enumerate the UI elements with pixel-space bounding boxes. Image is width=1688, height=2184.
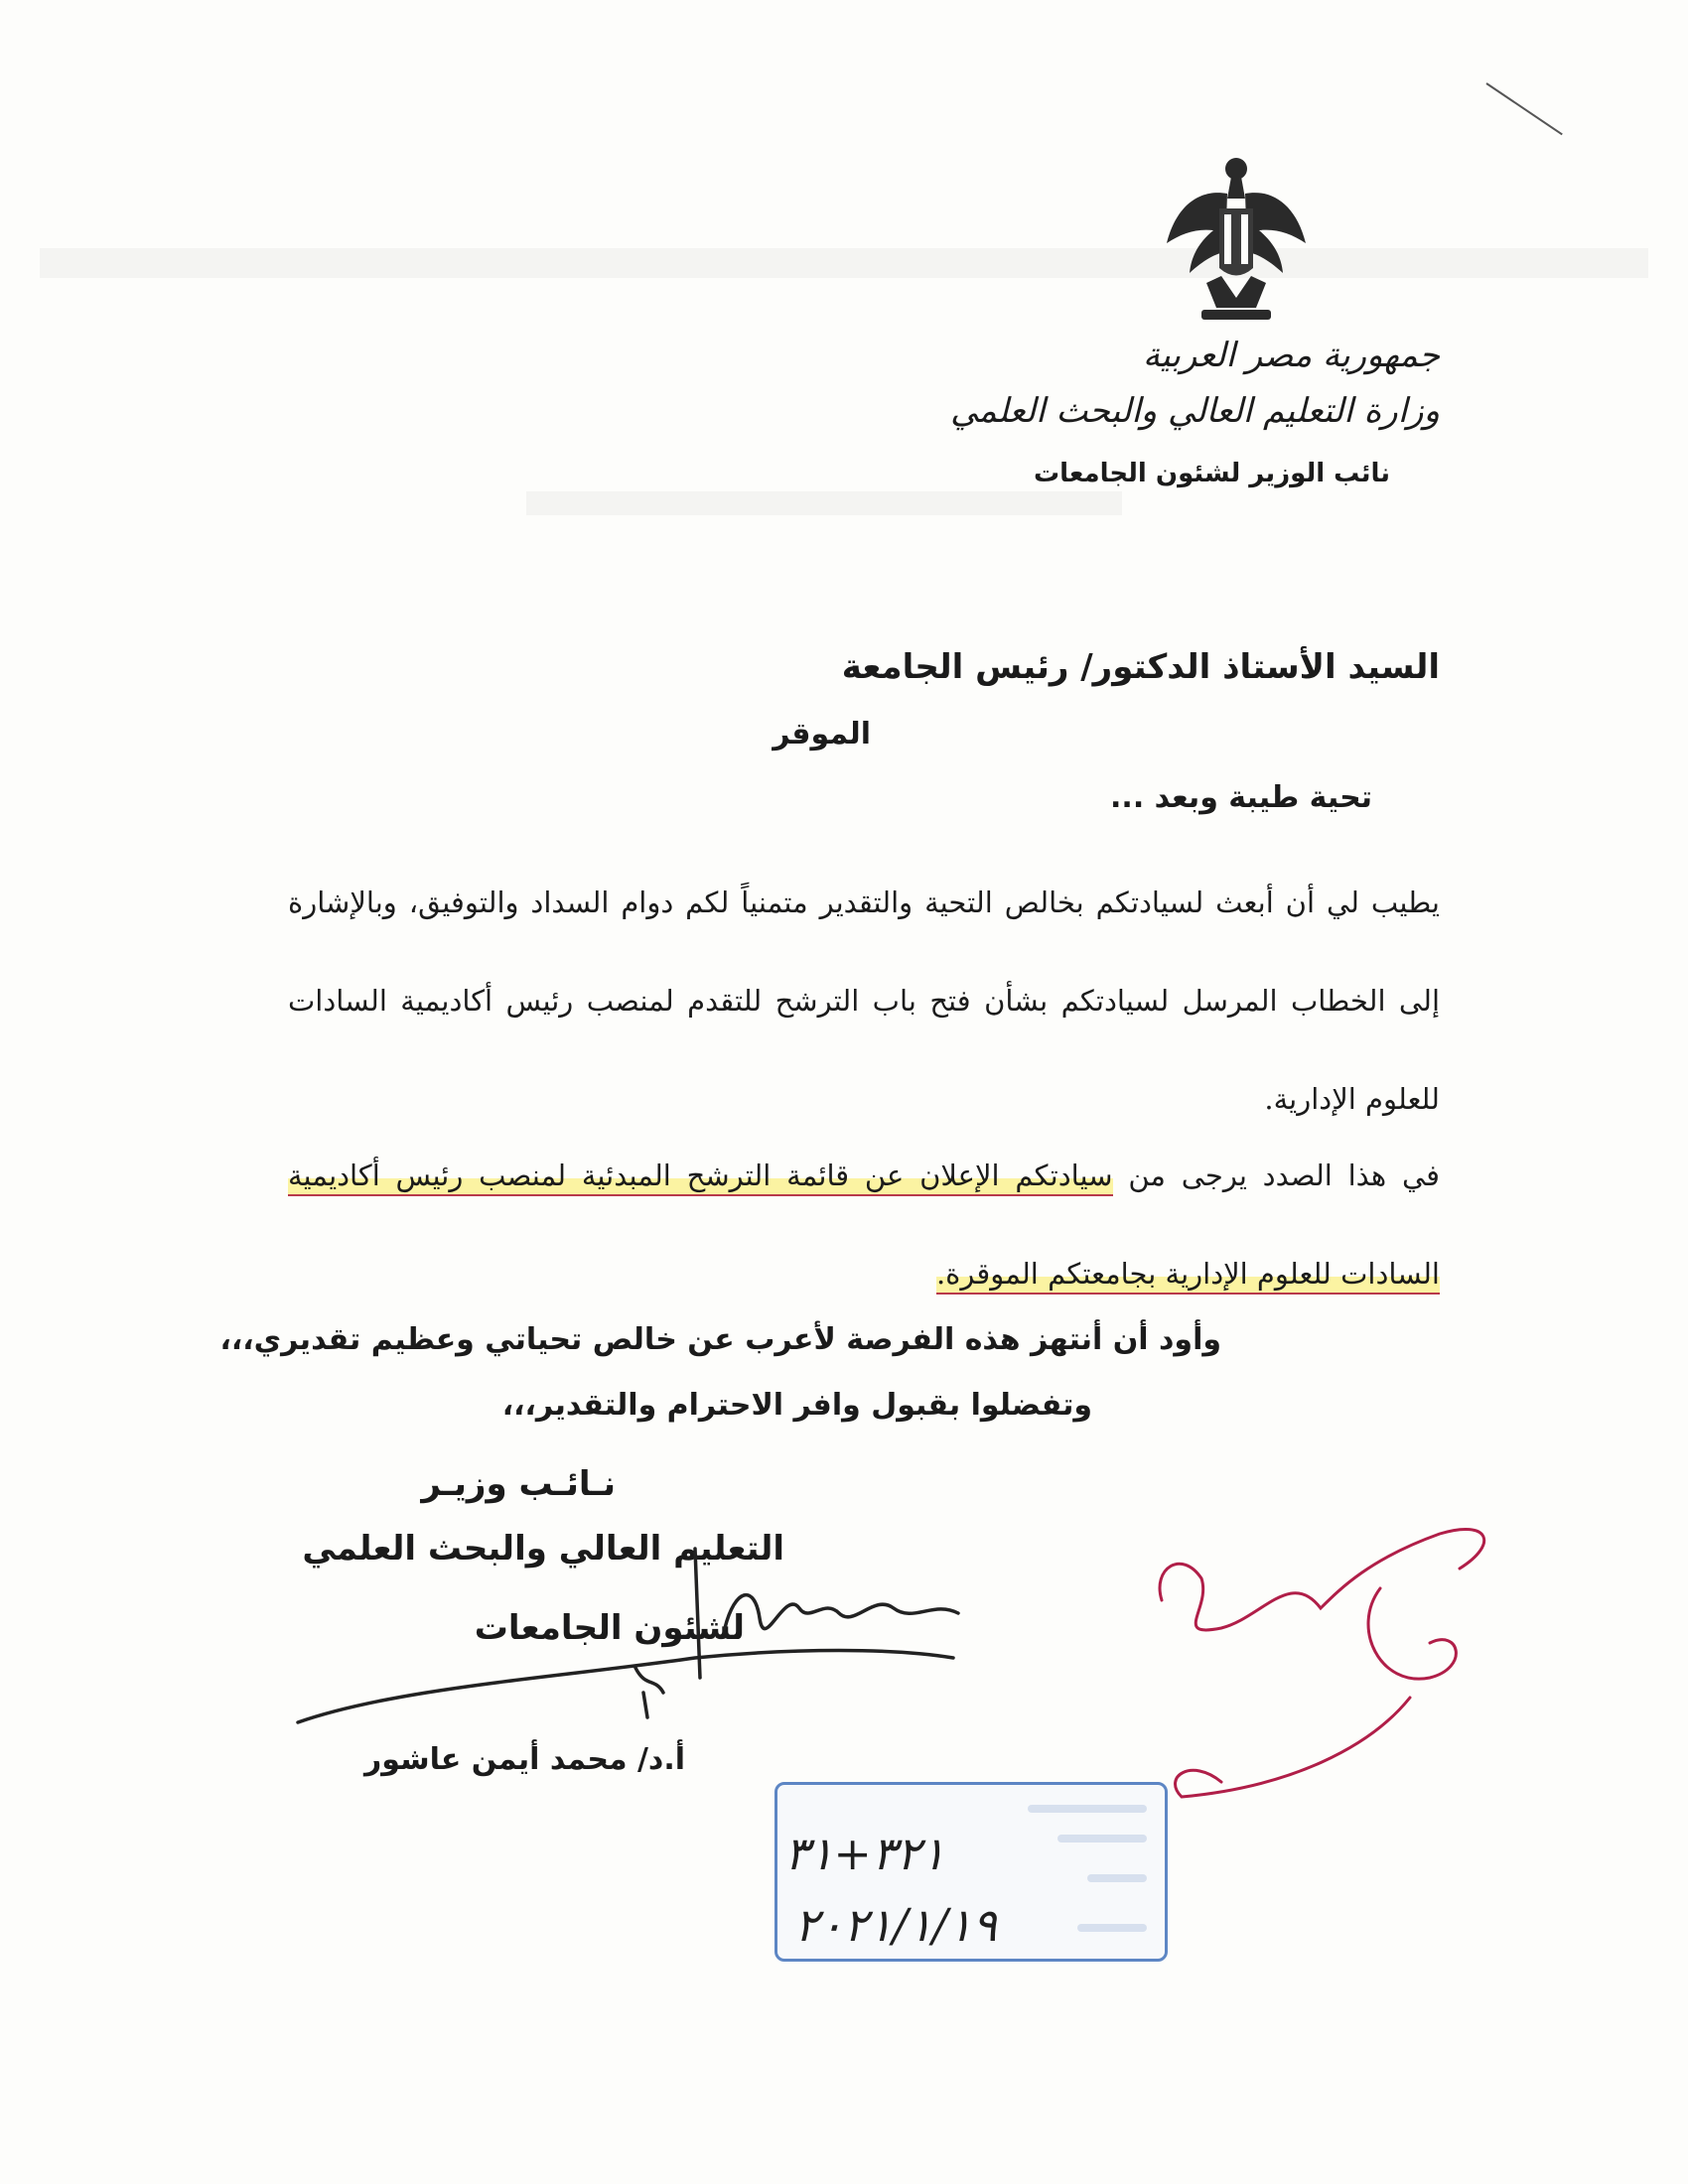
closing-line-2: وتفضلوا بقبول وافر الاحترام والتقدير،،، [501,1388,1092,1423]
letter-paragraph-1: يطيب لي أن أبعث لسيادتكم بخالص التحية والتقدير متمنياً لكم دوام السداد والتوفيق، وبالإشارة إلى الخطاب المرسل لسيادتكم بشأن فتح باب الترشح للتقدم لمنصب رئيس أكاديمية السادات للعلوم الإدارية. [288,886,1440,1116]
signer-name: أ.د/ محمد أيمن عاشور [364,1742,685,1777]
letterhead-office: نائب الوزير لشئون الجامعات [1033,459,1390,488]
signature-title-line-2: التعليم العالي والبحث العلمي [302,1529,784,1569]
stamp-date: ٢٠٢١/١/١٩ [794,1898,997,1952]
red-annotation [1160,1529,1484,1797]
signature-title-line-3: لشئون الجامعات [474,1608,745,1648]
stamp-reference-number: ٣٢١+٣١ [784,1827,946,1880]
letter-honorific: الموقر [773,717,871,751]
letter-addressee: السيد الأستاذ الدكتور/ رئيس الجامعة [841,647,1440,687]
letterhead-country: جمهورية مصر العربية [1142,336,1440,375]
minister-signature [298,1549,958,1722]
letter-greeting: تحية طيبة وبعد ... [1110,780,1372,815]
letterhead-ministry: وزارة التعليم العالي والبحث العلمي [950,391,1440,431]
signature-title-line-1: نـائـب وزيـر [421,1464,616,1504]
paragraph-2-lead: في هذا الصدد يرجى من [1128,1159,1441,1192]
highlighted-request: سيادتكم الإعلان عن قائمة الترشح المبدئية لمنصب رئيس أكاديمية السادات للعلوم الإدارية بجامعتكم الموقرة. [288,1159,1440,1295]
closing-line-1: وأود أن أنتهز هذه الفرصة لأعرب عن خالص تحياتي وعظيم تقديري،،، [219,1322,1221,1357]
